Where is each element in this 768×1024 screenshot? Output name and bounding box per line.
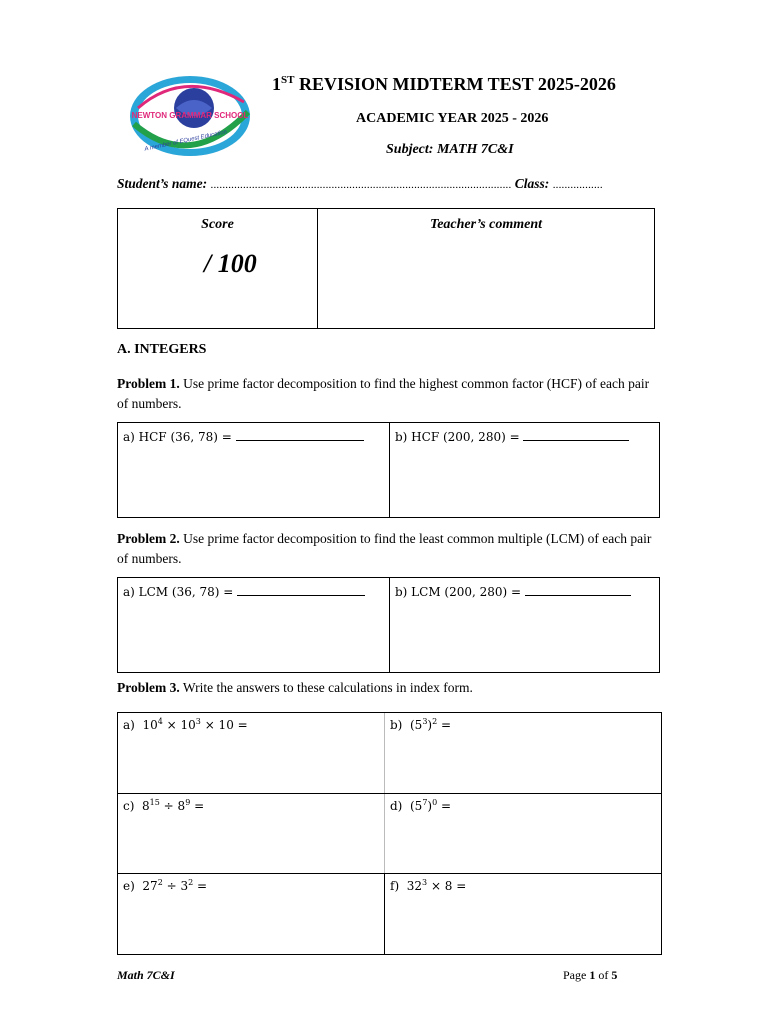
problem-2b-cell[interactable]: b) LCM (200, 280) =: [389, 578, 659, 672]
svg-text:A member of EQuest Education: A member of EQuest Education: [144, 129, 228, 153]
teacher-comment-label: Teacher’s comment: [429, 217, 543, 232]
problem-3-grid: [117, 712, 662, 955]
problem-1a-cell[interactable]: a) HCF (36, 78) =: [118, 423, 389, 517]
problem-3b[interactable]: b) $(5^3)^2$ =: [390, 717, 452, 732]
problem-3-row: [118, 713, 661, 793]
problem-3d[interactable]: d) $(5^7)^0$ =: [390, 798, 452, 813]
problem-3f[interactable]: f) $32^3 \times 8$ =: [390, 878, 467, 893]
problem-1-text: Problem 1. Use prime factor decomposition to find the highest common factor (HCF) of each pair of numbers.: [117, 376, 650, 411]
academic-year: ACADEMIC YEAR 2025 - 2026: [356, 111, 549, 126]
class-label: Class:: [514, 176, 550, 191]
section-heading: A. INTEGERS: [117, 342, 207, 357]
score-value: / 100: [204, 249, 257, 278]
class-field[interactable]: .................: [552, 179, 603, 191]
subject-line: Subject: MATH 7C&I: [386, 142, 514, 157]
problem-3a[interactable]: a) $10^4 \times 10^3 \times 10$ =: [123, 717, 248, 732]
student-info-row: [117, 176, 657, 192]
problem-3-row: [118, 793, 661, 874]
score-label: Score: [201, 217, 234, 232]
problem-3-text: Problem 3. Write the answers to these calculations in index form.: [117, 680, 473, 695]
problem-3e[interactable]: e) $27^2 \div 3^2$ =: [123, 878, 208, 893]
problem-2a-cell[interactable]: a) LCM (36, 78) =: [118, 578, 389, 672]
score-box: [117, 208, 655, 329]
footer-subject: Math 7C&I: [117, 968, 175, 982]
page-number: Page 1 of 5: [563, 968, 618, 982]
problem-1-answer-box: [117, 422, 660, 518]
problem-3-row: [118, 873, 661, 954]
svg-text:NEWTON GRAMMAR SCHOOL: NEWTON GRAMMAR SCHOOL: [131, 111, 249, 120]
page-title: 1ST REVISION MIDTERM TEST 2025-2026: [272, 74, 616, 94]
problem-1b-cell[interactable]: b) HCF (200, 280) =: [389, 423, 659, 517]
problem-2-answer-box: [117, 577, 660, 673]
problem-2-text: Problem 2. Use prime factor decomposition to find the least common multiple (LCM) of each pair of numbers.: [117, 531, 652, 566]
student-name-label: Student’s name:: [117, 176, 208, 191]
student-name-field[interactable]: ......................................................................................................: [210, 179, 512, 191]
school-logo: [124, 72, 256, 164]
problem-3c[interactable]: c) $8^{15} \div 8^9$ =: [123, 798, 205, 813]
